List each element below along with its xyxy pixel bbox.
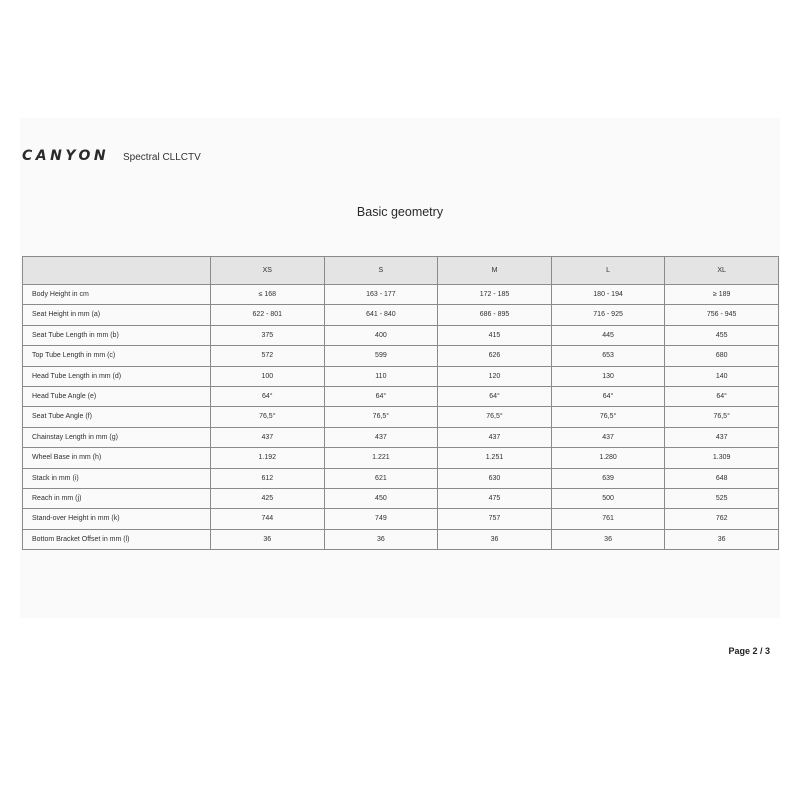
header-corner-cell bbox=[23, 257, 211, 285]
cell-value: 653 bbox=[551, 346, 665, 366]
cell-value: 64° bbox=[665, 387, 779, 407]
cell-value: 475 bbox=[438, 489, 552, 509]
cell-value: 437 bbox=[551, 427, 665, 447]
table-row bbox=[23, 427, 779, 447]
row-label: Reach in mm (j) bbox=[23, 489, 211, 509]
row-label: Head Tube Angle (e) bbox=[23, 387, 211, 407]
cell-value: 437 bbox=[211, 427, 325, 447]
row-label: Stand-over Height in mm (k) bbox=[23, 509, 211, 529]
cell-value: 375 bbox=[211, 325, 325, 345]
table-header-row bbox=[23, 257, 779, 285]
cell-value: 648 bbox=[665, 468, 779, 488]
cell-value: 64° bbox=[551, 387, 665, 407]
table-row bbox=[23, 468, 779, 488]
cell-value: 76,5° bbox=[324, 407, 438, 427]
cell-value: 120 bbox=[438, 366, 552, 386]
table-row bbox=[23, 529, 779, 549]
table-row bbox=[23, 387, 779, 407]
cell-value: 36 bbox=[211, 529, 325, 549]
page-number: Page 2 / 3 bbox=[728, 646, 770, 656]
cell-value: 455 bbox=[665, 325, 779, 345]
cell-value: 641 - 840 bbox=[324, 305, 438, 325]
cell-value: 437 bbox=[665, 427, 779, 447]
row-label: Chainstay Length in mm (g) bbox=[23, 427, 211, 447]
cell-value: 437 bbox=[438, 427, 552, 447]
cell-value: 76,5° bbox=[665, 407, 779, 427]
cell-value: 599 bbox=[324, 346, 438, 366]
size-header-m: M bbox=[438, 257, 552, 285]
row-label: Wheel Base in mm (h) bbox=[23, 448, 211, 468]
cell-value: 140 bbox=[665, 366, 779, 386]
size-header-xl: XL bbox=[665, 257, 779, 285]
cell-value: 437 bbox=[324, 427, 438, 447]
cell-value: 1.251 bbox=[438, 448, 552, 468]
cell-value: 64° bbox=[438, 387, 552, 407]
cell-value: 744 bbox=[211, 509, 325, 529]
cell-value: 621 bbox=[324, 468, 438, 488]
cell-value: 76,5° bbox=[551, 407, 665, 427]
cell-value: 76,5° bbox=[211, 407, 325, 427]
cell-value: 756 - 945 bbox=[665, 305, 779, 325]
row-label: Seat Height in mm (a) bbox=[23, 305, 211, 325]
cell-value: 686 - 895 bbox=[438, 305, 552, 325]
table-row bbox=[23, 407, 779, 427]
cell-value: 36 bbox=[324, 529, 438, 549]
table-row bbox=[23, 305, 779, 325]
row-label: Head Tube Length in mm (d) bbox=[23, 366, 211, 386]
table-row bbox=[23, 285, 779, 305]
cell-value: 76,5° bbox=[438, 407, 552, 427]
cell-value: 630 bbox=[438, 468, 552, 488]
geometry-table bbox=[22, 256, 779, 550]
cell-value: 639 bbox=[551, 468, 665, 488]
cell-value: 415 bbox=[438, 325, 552, 345]
cell-value: 450 bbox=[324, 489, 438, 509]
row-label: Seat Tube Angle (f) bbox=[23, 407, 211, 427]
cell-value: 1.280 bbox=[551, 448, 665, 468]
cell-value: 1.221 bbox=[324, 448, 438, 468]
row-label: Seat Tube Length in mm (b) bbox=[23, 325, 211, 345]
cell-value: 180 - 194 bbox=[551, 285, 665, 305]
cell-value: 163 - 177 bbox=[324, 285, 438, 305]
cell-value: 425 bbox=[211, 489, 325, 509]
cell-value: 1.192 bbox=[211, 448, 325, 468]
table-row bbox=[23, 448, 779, 468]
cell-value: 1.309 bbox=[665, 448, 779, 468]
cell-value: 36 bbox=[551, 529, 665, 549]
cell-value: 749 bbox=[324, 509, 438, 529]
table-row bbox=[23, 366, 779, 386]
cell-value: 36 bbox=[665, 529, 779, 549]
cell-value: 757 bbox=[438, 509, 552, 529]
cell-value: 612 bbox=[211, 468, 325, 488]
cell-value: 130 bbox=[551, 366, 665, 386]
cell-value: 525 bbox=[665, 489, 779, 509]
table-row bbox=[23, 346, 779, 366]
brand-logo: CANYON bbox=[22, 148, 110, 164]
row-label: Top Tube Length in mm (c) bbox=[23, 346, 211, 366]
size-header-s: S bbox=[324, 257, 438, 285]
cell-value: 64° bbox=[211, 387, 325, 407]
cell-value: 622 - 801 bbox=[211, 305, 325, 325]
model-name: Spectral CLLCTV bbox=[123, 152, 201, 163]
cell-value: 572 bbox=[211, 346, 325, 366]
row-label: Body Height in cm bbox=[23, 285, 211, 305]
table-row bbox=[23, 489, 779, 509]
page-title: Basic geometry bbox=[356, 205, 444, 219]
size-header-l: L bbox=[551, 257, 665, 285]
cell-value: 36 bbox=[438, 529, 552, 549]
cell-value: 762 bbox=[665, 509, 779, 529]
cell-value: ≥ 189 bbox=[665, 285, 779, 305]
table-row bbox=[23, 509, 779, 529]
cell-value: 716 - 925 bbox=[551, 305, 665, 325]
cell-value: ≤ 168 bbox=[211, 285, 325, 305]
table-row bbox=[23, 325, 779, 345]
cell-value: 64° bbox=[324, 387, 438, 407]
cell-value: 761 bbox=[551, 509, 665, 529]
cell-value: 445 bbox=[551, 325, 665, 345]
cell-value: 400 bbox=[324, 325, 438, 345]
cell-value: 172 - 185 bbox=[438, 285, 552, 305]
row-label: Bottom Bracket Offset in mm (l) bbox=[23, 529, 211, 549]
cell-value: 680 bbox=[665, 346, 779, 366]
cell-value: 500 bbox=[551, 489, 665, 509]
cell-value: 100 bbox=[211, 366, 325, 386]
cell-value: 110 bbox=[324, 366, 438, 386]
table-body bbox=[23, 285, 779, 550]
size-header-xs: XS bbox=[211, 257, 325, 285]
cell-value: 626 bbox=[438, 346, 552, 366]
row-label: Stack in mm (i) bbox=[23, 468, 211, 488]
